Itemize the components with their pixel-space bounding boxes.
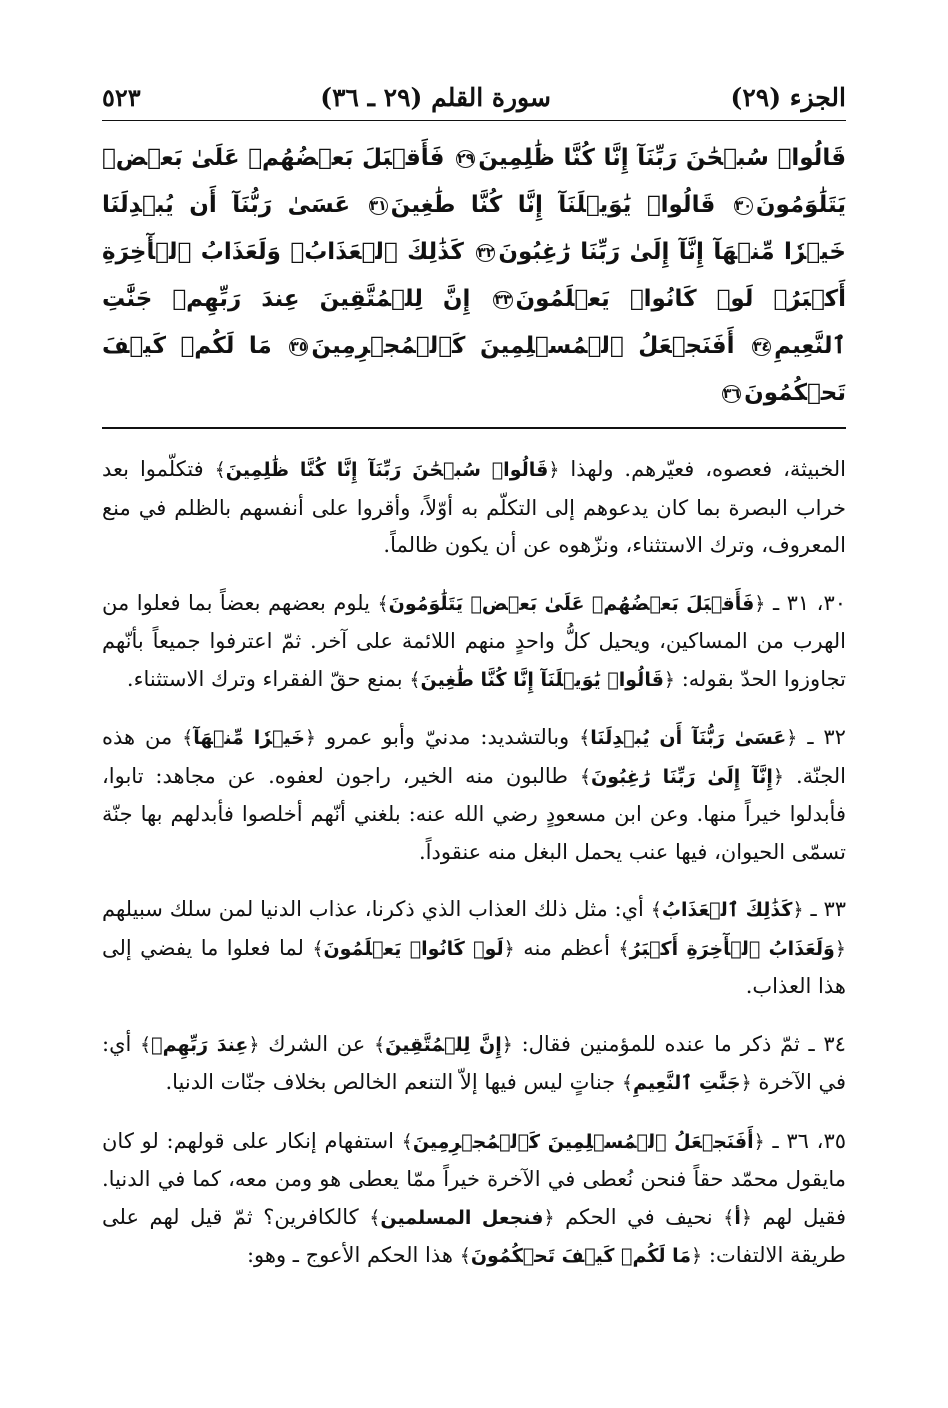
verse-ref: ٣٥، ٣٦ ـ — [772, 1128, 846, 1153]
commentary — [102, 451, 846, 1276]
quran-quote: قَالُوا۟ سُبۡحَٰنَ رَبِّنَآ إِنَّا كُنَّا ظَٰلِمِينَ — [225, 459, 549, 481]
quran-quote: خَيۡرٗا مِّنۡهَآ — [193, 727, 305, 749]
ayah-number-marker: ٣٦ — [723, 385, 741, 402]
commentary-paragraph: ٣٠، ٣١ ـ ﴿فَأَقۡبَلَ بَعۡضُهُمۡ عَلَىٰ بَعۡضٖ يَتَلَٰوَمُونَ﴾ يلوم بعضهم بعضاً بما فعلوا من الهرب من المساكين، ويحيل كلُّ واحدٍ منهم اللائمة على آخر. ثمّ اعترفوا جميعاً بأنّهم تجاوزوا الحدّ بقوله: ﴿قَالُوا۟ يَٰوَيۡلَنَآ إِنَّا كُنَّا طَٰغِينَ﴾ بمنع حقّ الفقراء وترك الاستثناء. — [102, 590, 846, 691]
ayah-36: مَا لَكُمۡ كَيۡفَ تَحۡكُمُونَ — [102, 333, 846, 406]
quran-quote: أَفَنَجۡعَلُ ٱلۡمُسۡلِمِينَ كَٱلۡمُجۡرِمِينَ — [412, 1130, 754, 1153]
ayah-number-marker: ٣٢ — [477, 244, 495, 261]
quran-quote: وَلَعَذَابُ ٱلۡأٓخِرَةِ أَكۡبَرُ — [629, 937, 835, 960]
ayah-33: كَذَٰلِكَ ٱلۡعَذَابُۖ وَلَعَذَابُ ٱلۡأٓخِرَةِ أَكۡبَرُۚ لَوۡ كَانُوا۟ يَعۡلَمُونَ — [102, 239, 846, 312]
verse-ref: ٣٠، ٣١ ـ — [772, 590, 846, 615]
ayah-number-marker: ٣١ — [369, 197, 387, 214]
ayah-35: أَفَنَجۡعَلُ ٱلۡمُسۡلِمِينَ كَٱلۡمُجۡرِمِينَ — [311, 333, 735, 359]
verse-ref: ٣٢ ـ — [807, 725, 846, 749]
quran-quote: عِندَ رَبِّهِمۡ — [151, 1033, 249, 1056]
commentary-paragraph: ٣٥، ٣٦ ـ ﴿أَفَنَجۡعَلُ ٱلۡمُسۡلِمِينَ كَٱلۡمُجۡرِمِينَ﴾ استفهام إنكار على قولهم: لو كان مايقول محمّد حقاً فنحن نُعطى في الآخرة خيراً ممّا يعطى هو ومن معه، كما في الدنيا. فقيل لهم ﴿أ﴾ نحيف في الحكم ﴿فنجعل المسلمين﴾ كالكافرين؟ ثمّ قيل لهم على طريقة الالتفات: ﴿مَا لَكُمۡ كَيۡفَ تَحۡكُمُونَ﴾ هذا الحكم الأعوج ـ وهو: — [102, 1128, 847, 1267]
quran-quote: قَالُوا۟ يَٰوَيۡلَنَآ إِنَّا كُنَّا طَٰغِينَ — [420, 668, 664, 691]
ayah-number-marker: ٣٣ — [494, 291, 512, 308]
surah-title: سورة القلم (٢٩ ـ ٣٦) — [320, 83, 551, 112]
ayah-29: قَالُوا۟ سُبۡحَٰنَ رَبِّنَآ إِنَّا كُنَّا ظَٰلِمِينَ — [478, 145, 847, 171]
quran-quote: أ — [734, 1206, 741, 1229]
page-number: ٥٢٣ — [102, 83, 141, 112]
ayah-number-marker: ٣٤ — [753, 338, 771, 355]
quran-quote: فنجعل المسلمين — [380, 1206, 544, 1229]
quran-quote: فَأَقۡبَلَ بَعۡضُهُمۡ عَلَىٰ بَعۡضٖ يَتَلَٰوَمُونَ — [388, 592, 755, 615]
commentary-paragraph: ٣٢ ـ ﴿عَسَىٰ رَبُّنَآ أَن يُبۡدِلَنَا﴾ وبالتشديد: مدنيّ وأبو عمرو ﴿خَيۡرٗا مِّنۡهَآ﴾ من هذه الجنّة. ﴿إِنَّآ إِلَىٰ رَبِّنَا رَٰغِبُونَ﴾ طالبون منه الخير، راجون لعفوه. عن مجاهد: تابوا، فأبدلوا خيراً منها. وعن ابن مسعودٍ رضي الله عنه: بلغني أنّهم أخلصوا فأبدلهم بها جنّة تسمّى الحيوان، فيها عنب يحمل البغل منه عنقوداً. — [102, 725, 846, 864]
quran-text-block — [102, 135, 846, 429]
ayah-number-marker: ٣٠ — [734, 197, 752, 214]
ayah-34: إِنَّ لِلۡمُتَّقِينَ عِندَ رَبِّهِمۡ جَنَّٰتِ ٱلنَّعِيمِ — [102, 286, 847, 359]
verse-ref: ٣٤ ـ — [808, 1031, 846, 1056]
ayah-31: قَالُوا۟ يَٰوَيۡلَنَآ إِنَّا كُنَّا طَٰغِينَ — [390, 192, 716, 218]
ayah-number-marker: ٢٩ — [457, 150, 475, 167]
juz-label: الجزء (٢٩) — [730, 83, 846, 112]
quran-quote: إِنَّ لِلۡمُتَّقِينَ — [385, 1033, 502, 1056]
quran-quote: جَنَّٰتِ ٱلنَّعِيمِ — [632, 1072, 741, 1094]
quran-quote: مَا لَكُمۡ كَيۡفَ تَحۡكُمُونَ — [470, 1245, 692, 1267]
commentary-paragraph: ٣٤ ـ ثمّ ذكر ما عنده للمؤمنين فقال: ﴿إِنَّ لِلۡمُتَّقِينَ﴾ عن الشرك ﴿عِندَ رَبِّهِمۡ﴾ أي: في الآخرة ﴿جَنَّٰتِ ٱلنَّعِيمِ﴾ جناتٍ ليس فيها إلاّ التنعم الخالص بخلاف جنّات الدنيا. — [102, 1031, 846, 1094]
quran-quote: كَذَٰلِكَ ٱلۡعَذَابُ — [661, 899, 793, 921]
commentary-paragraph: الخبيثة، فعصوه، فعيّرهم. ولهذا ﴿قَالُوا۟ سُبۡحَٰنَ رَبِّنَآ إِنَّا كُنَّا ظَٰلِمِينَ﴾ فتكلّموا بعد خراب البصرة بما كان يدعوهم إلى التكلّم به أوّلاً، وأقروا على أنفسهم بالظلم في منع المعروف، وترك الاستثناء، ونزّهوه عن أن يكون ظالماً. — [102, 457, 846, 557]
page-header — [102, 82, 846, 121]
ayah-number-marker: ٣٥ — [290, 338, 308, 355]
quran-quote: لَوۡ كَانُوا۟ يَعۡلَمُونَ — [323, 937, 504, 960]
ayah-32: عَسَىٰ رَبُّنَآ أَن يُبۡدِلَنَا خَيۡرٗا مِّنۡهَآ إِنَّآ إِلَىٰ رَبِّنَا رَٰغِبُونَ — [102, 192, 846, 265]
ayah-30: فَأَقۡبَلَ بَعۡضُهُمۡ عَلَىٰ بَعۡضٖ يَتَلَٰوَمُونَ — [102, 145, 846, 218]
commentary-paragraph: ٣٣ ـ ﴿كَذَٰلِكَ ٱلۡعَذَابُ﴾ أي: مثل ذلك العذاب الذي ذكرنا، عذاب الدنيا لمن سلك سبيلهم ﴿وَلَعَذَابُ ٱلۡأٓخِرَةِ أَكۡبَرُ﴾ أعظم منه ﴿لَوۡ كَانُوا۟ يَعۡلَمُونَ﴾ لما فعلوا ما يفضي إلى هذا العذاب. — [102, 897, 846, 998]
quran-quote: إِنَّآ إِلَىٰ رَبِّنَا رَٰغِبُونَ — [591, 765, 773, 788]
verse-ref: ٣٣ ـ — [810, 897, 846, 921]
quran-quote: عَسَىٰ رَبُّنَآ أَن يُبۡدِلَنَا — [590, 727, 787, 749]
